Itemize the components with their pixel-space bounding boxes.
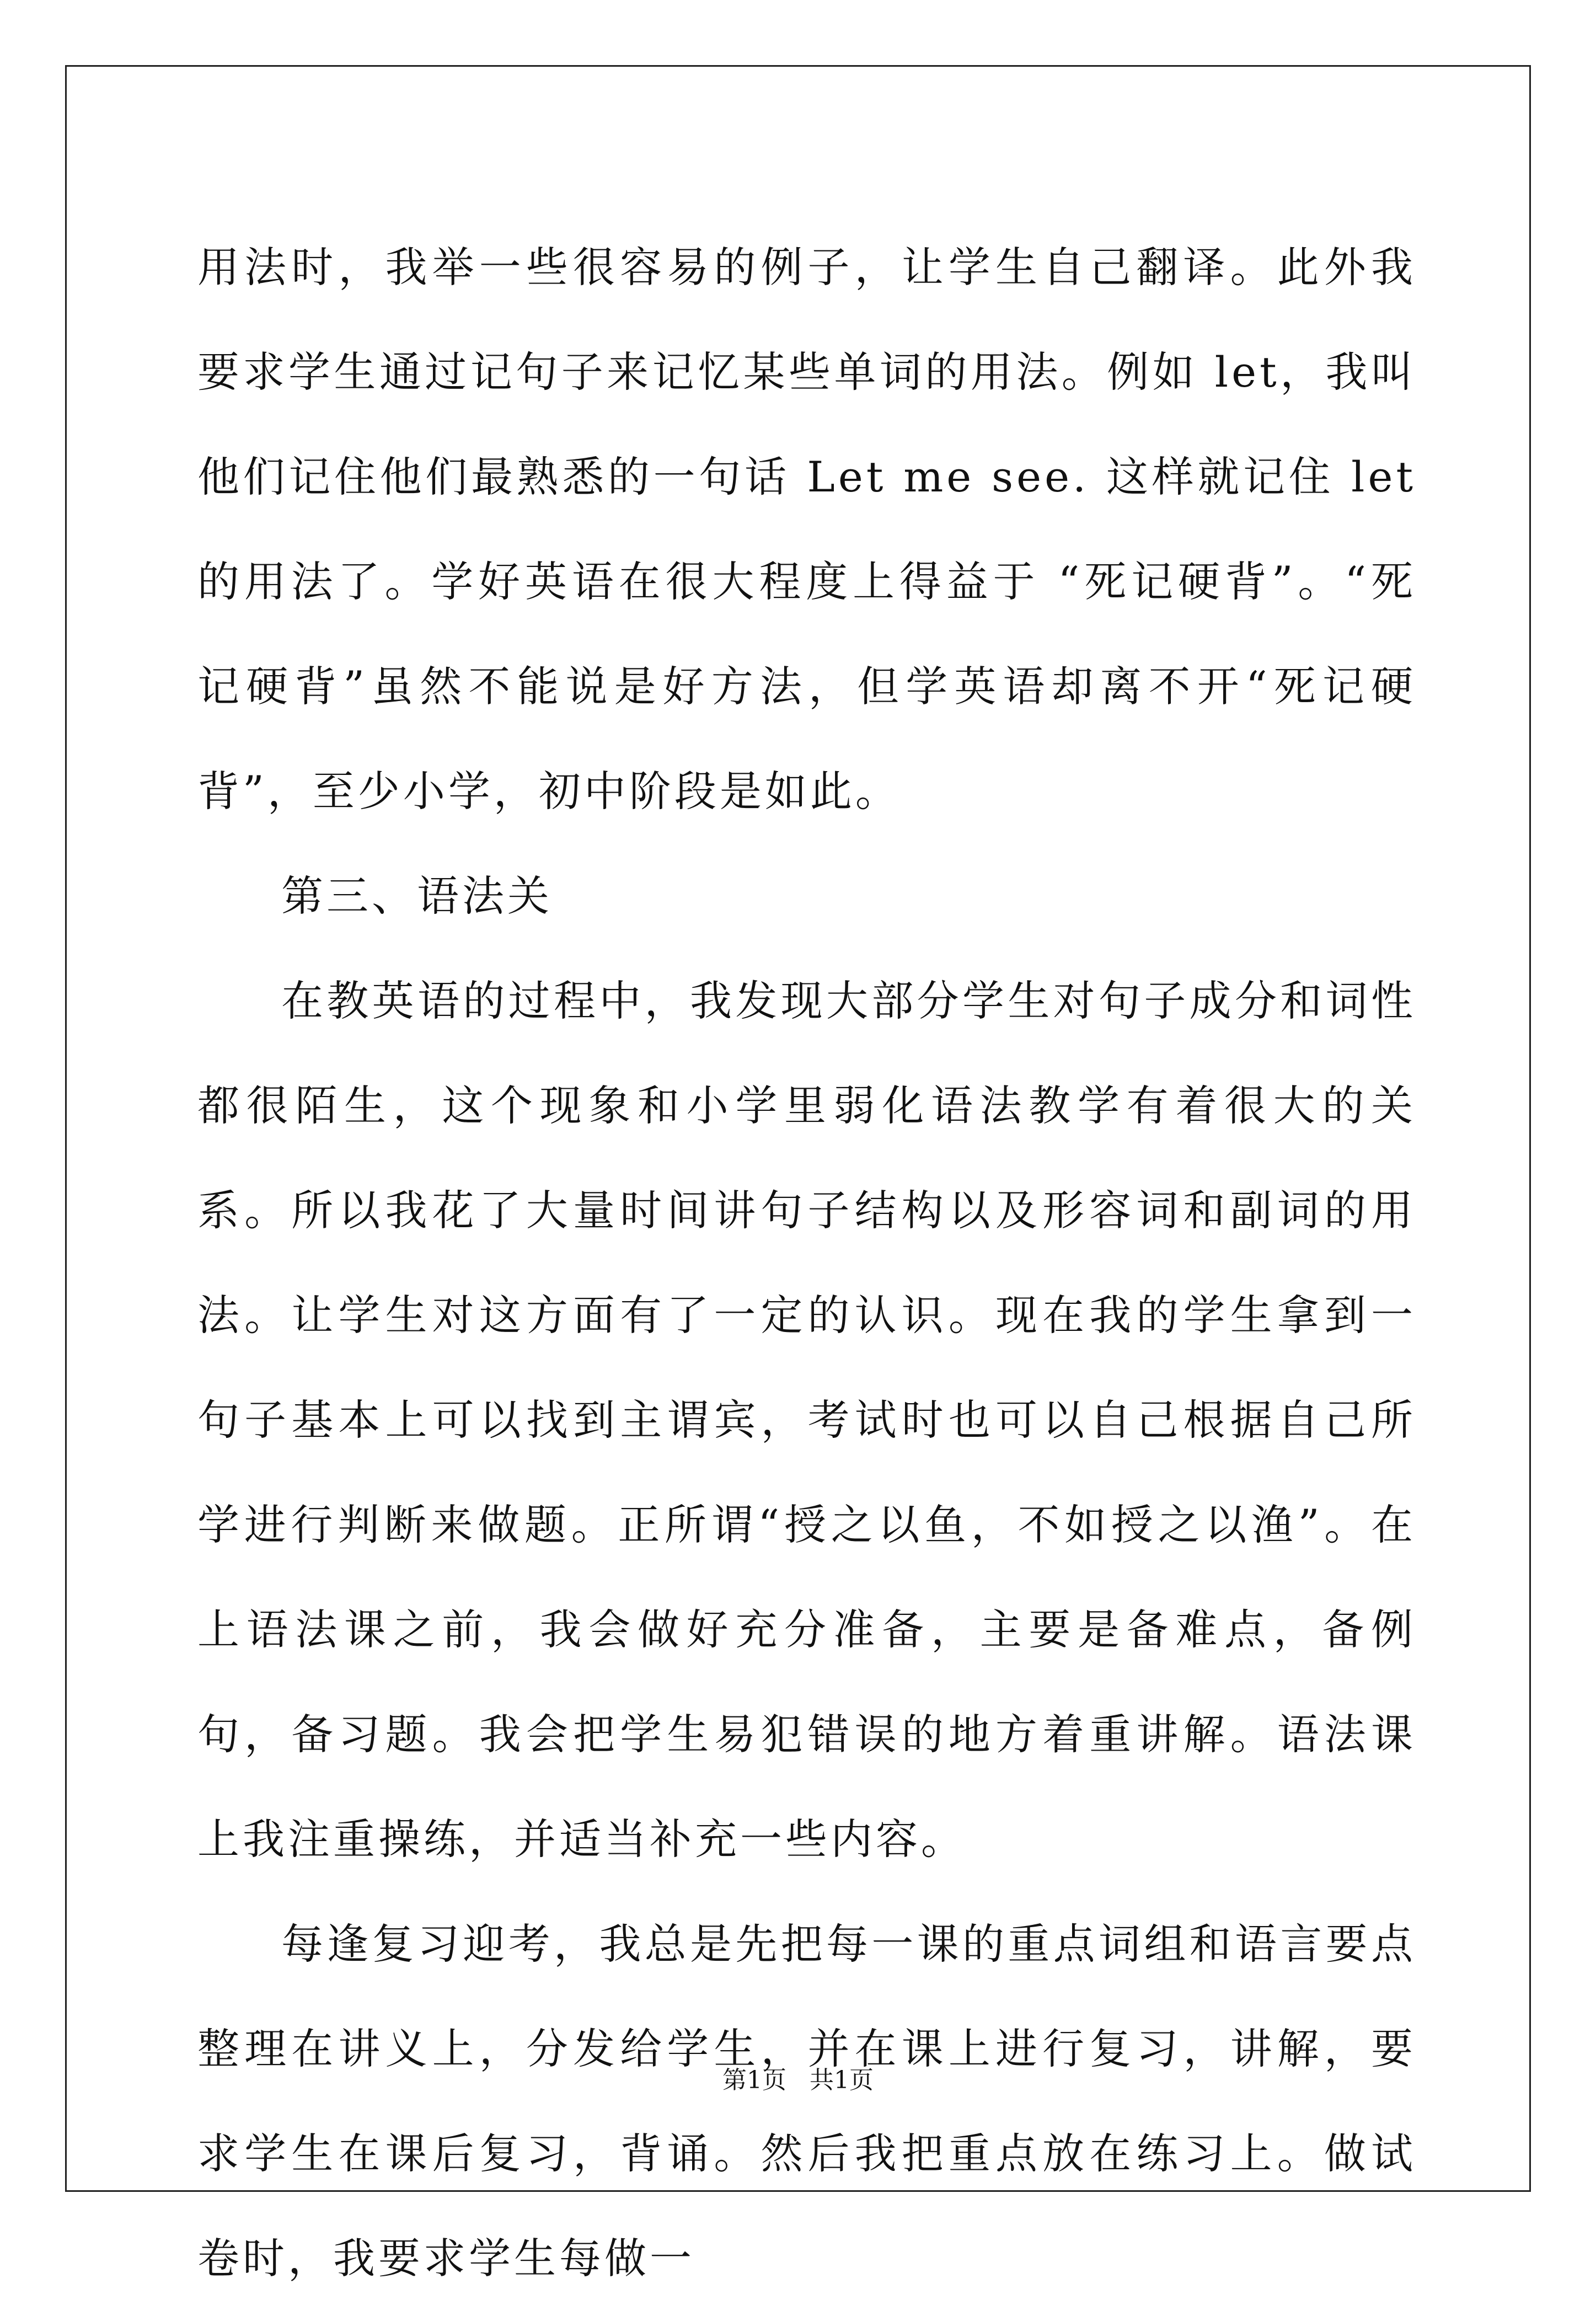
page-number: 第1页 <box>722 2066 786 2094</box>
page-footer <box>0 2064 1596 2097</box>
document-body <box>197 215 1416 2311</box>
page-total: 共1页 <box>810 2066 874 2094</box>
paragraph-1: 用法时，我举一些很容易的例子，让学生自己翻译。此外我要求学生通过记句子来记忆某些单词的用法。例如 let，我叫他们记住他们最熟悉的一句话 Let me see. 这样就记住 let 的用法了。学好英语在很大程度上得益于 “死记硬背”。“死记硬背”虽然不能说是好方法，但学英语却离不开“死记硬背”，至少小学，初中阶段是如此。 <box>197 243 1416 816</box>
paragraph-3: 每逢复习迎考，我总是先把每一课的重点词组和语言要点整理在讲义上，分发给学生，并在课上进行复习，讲解，要求学生在课后复习，背诵。然后我把重点放在练习上。做试卷时，我要求学生每做一 <box>197 1919 1416 2283</box>
paragraph-2: 在教英语的过程中，我发现大部分学生对句子成分和词性都很陌生，这个现象和小学里弱化语法教学有着很大的关系。所以我花了大量时间讲句子结构以及形容词和副词的用法。让学生对这方面有了一定的认识。现在我的学生拿到一句子基本上可以找到主谓宾，考试时也可以自己根据自己所学进行判断来做题。正所谓“授之以鱼，不如授之以渔”。在上语法课之前，我会做好充分准备，主要是备难点，备例句，备习题。我会把学生易犯错误的地方着重讲解。语法课上我注重操练，并适当补充一些内容。 <box>197 976 1416 1864</box>
section-heading: 第三、语法关 <box>281 871 553 921</box>
